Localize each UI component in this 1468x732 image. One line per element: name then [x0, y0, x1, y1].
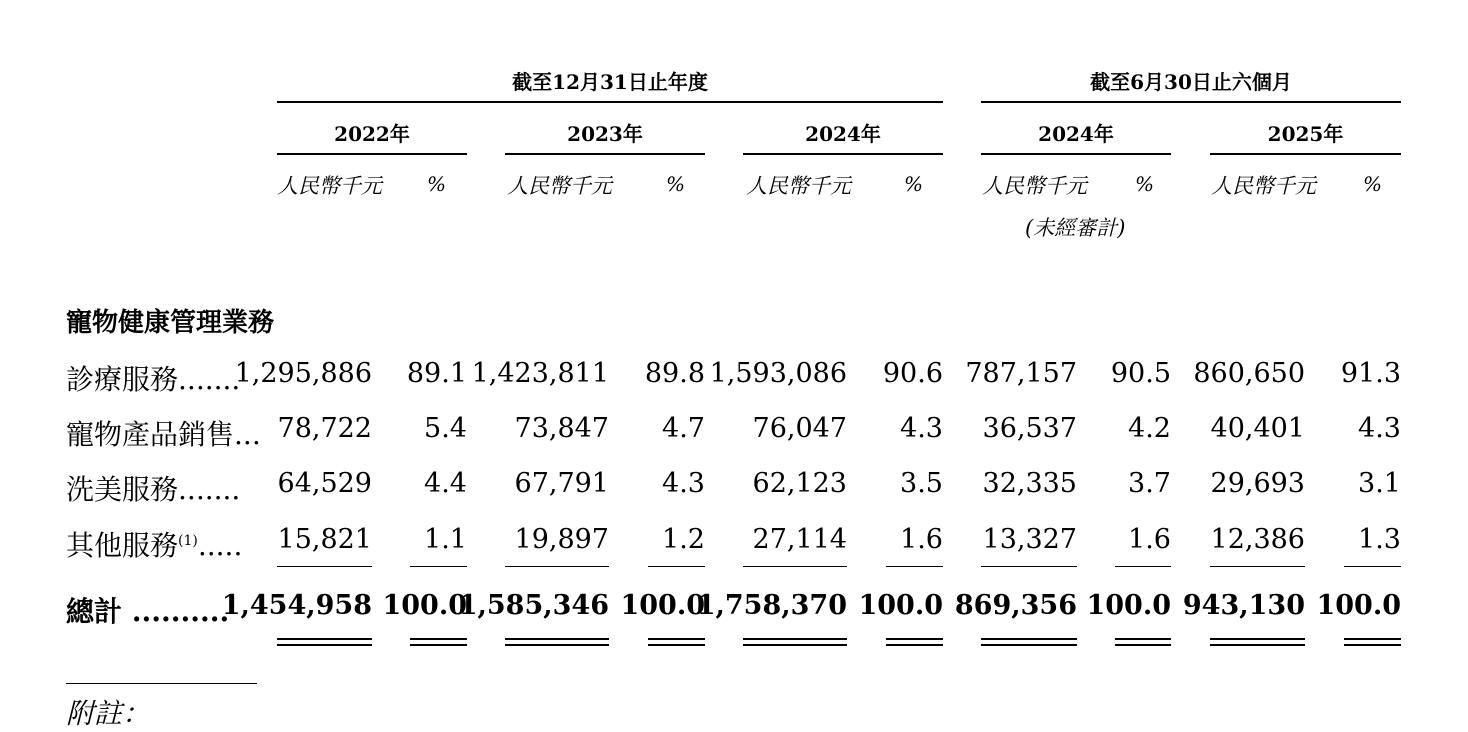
- total-double-rule: [981, 638, 1077, 646]
- amount-cell: 29,693: [1210, 468, 1305, 499]
- footnote-marker: (1): [178, 533, 198, 549]
- percent-cell: 1.6: [900, 524, 943, 555]
- amount-cell: 787,157: [965, 358, 1077, 389]
- total-amount-cell: 1,454,958: [221, 590, 372, 621]
- amount-cell: 1,423,811: [471, 358, 609, 389]
- subtotal-rule: [981, 566, 1077, 567]
- subtotal-rule: [1210, 566, 1305, 567]
- total-amount-cell: 869,356: [954, 590, 1077, 621]
- year-underline: [277, 153, 467, 155]
- total-double-rule: [648, 638, 705, 646]
- unit-label: 人民幣千元: [746, 174, 851, 198]
- subtotal-rule: [886, 566, 943, 567]
- total-double-rule: [1115, 638, 1171, 646]
- footnote-rule: [66, 683, 257, 684]
- year-underline: [981, 153, 1171, 155]
- row-label-pet-products: 寵物產品銷售...: [66, 418, 261, 451]
- year-header-2023: 2023年: [567, 122, 643, 146]
- total-double-rule: [1344, 638, 1401, 646]
- subtotal-rule: [1115, 566, 1171, 567]
- total-double-rule: [743, 638, 847, 646]
- subtotal-rule: [743, 566, 847, 567]
- subtotal-rule: [410, 566, 467, 567]
- year-header-2024: 2024年: [805, 122, 881, 146]
- total-percent-cell: 100.0: [620, 590, 705, 621]
- total-percent-cell: 100.0: [1086, 590, 1171, 621]
- row-label-grooming: 洗美服務.......: [66, 473, 241, 506]
- subtotal-rule: [648, 566, 705, 567]
- row-label-diagnosis: 診療服務.......: [66, 363, 241, 396]
- percent-cell: 4.3: [662, 468, 705, 499]
- percent-cell: 1.2: [662, 524, 705, 555]
- subtotal-rule: [505, 566, 609, 567]
- total-amount-cell: 1,758,370: [696, 590, 847, 621]
- percent-cell: 1.6: [1128, 524, 1171, 555]
- percent-cell: 4.4: [424, 468, 467, 499]
- total-double-rule: [505, 638, 609, 646]
- total-amount-cell: 1,585,346: [458, 590, 609, 621]
- year-header-2024-half: 2024年: [1038, 122, 1114, 146]
- amount-cell: 32,335: [982, 468, 1077, 499]
- percent-cell: 4.7: [662, 413, 705, 444]
- percent-cell: 4.2: [1128, 413, 1171, 444]
- percent-label: %: [904, 172, 924, 196]
- total-amount-cell: 943,130: [1182, 590, 1305, 621]
- unit-label: 人民幣千元: [277, 174, 382, 198]
- amount-cell: 19,897: [514, 524, 609, 555]
- amount-cell: 36,537: [982, 413, 1077, 444]
- total-percent-cell: 100.0: [382, 590, 467, 621]
- percent-cell: 1.3: [1358, 524, 1401, 555]
- percent-cell: 90.6: [882, 358, 943, 389]
- amount-cell: 76,047: [752, 413, 847, 444]
- percent-cell: 89.1: [406, 358, 467, 389]
- unit-label: 人民幣千元: [507, 174, 612, 198]
- year-underline: [1210, 153, 1401, 155]
- percent-cell: 1.1: [424, 524, 467, 555]
- amount-cell: 40,401: [1210, 413, 1305, 444]
- amount-cell: 860,650: [1193, 358, 1305, 389]
- percent-cell: 5.4: [424, 413, 467, 444]
- subtotal-rule: [1344, 566, 1401, 567]
- percent-label: %: [427, 172, 447, 196]
- section-title: 寵物健康管理業務: [66, 308, 275, 338]
- amount-cell: 78,722: [277, 413, 372, 444]
- percent-cell: 91.3: [1340, 358, 1401, 389]
- percent-cell: 3.5: [900, 468, 943, 499]
- amount-cell: 67,791: [514, 468, 609, 499]
- amount-cell: 12,386: [1210, 524, 1305, 555]
- percent-cell: 3.7: [1128, 468, 1171, 499]
- year-underline: [743, 153, 943, 155]
- amount-cell: 1,295,886: [234, 358, 372, 389]
- amount-cell: 73,847: [514, 413, 609, 444]
- group-header-half-year: 截至6月30日止六個月: [1090, 70, 1292, 94]
- group-underline-annual: [277, 101, 943, 103]
- row-label-total: 總計 ..........: [66, 595, 230, 628]
- amount-cell: 1,593,086: [709, 358, 847, 389]
- amount-cell: 13,327: [982, 524, 1077, 555]
- total-double-rule: [410, 638, 467, 646]
- unit-label: 人民幣千元: [982, 174, 1087, 198]
- notes-label: 附註：: [66, 697, 151, 730]
- percent-cell: 90.5: [1110, 358, 1171, 389]
- group-underline-half-year: [981, 101, 1401, 103]
- year-underline: [505, 153, 705, 155]
- amount-cell: 62,123: [752, 468, 847, 499]
- total-double-rule: [277, 638, 372, 646]
- total-percent-cell: 100.0: [1316, 590, 1401, 621]
- percent-cell: 4.3: [900, 413, 943, 444]
- percent-label: %: [1135, 172, 1155, 196]
- percent-cell: 3.1: [1358, 468, 1401, 499]
- subtotal-rule: [277, 566, 372, 567]
- total-percent-cell: 100.0: [858, 590, 943, 621]
- year-header-2025-half: 2025年: [1267, 122, 1344, 146]
- percent-label: %: [1363, 172, 1383, 196]
- amount-cell: 15,821: [277, 524, 372, 555]
- percent-cell: 89.8: [644, 358, 705, 389]
- total-double-rule: [1210, 638, 1305, 646]
- year-header-2022: 2022年: [334, 122, 410, 146]
- group-header-annual: 截至12月31日止年度: [512, 70, 708, 94]
- percent-label: %: [666, 172, 686, 196]
- total-double-rule: [886, 638, 943, 646]
- amount-cell: 64,529: [277, 468, 372, 499]
- amount-cell: 27,114: [752, 524, 847, 555]
- row-label-other: 其他服務$^{(1)}$.....: [66, 529, 243, 562]
- unaudited-label: (未經審計): [1025, 216, 1126, 240]
- unit-label: 人民幣千元: [1211, 174, 1316, 198]
- percent-cell: 4.3: [1358, 413, 1401, 444]
